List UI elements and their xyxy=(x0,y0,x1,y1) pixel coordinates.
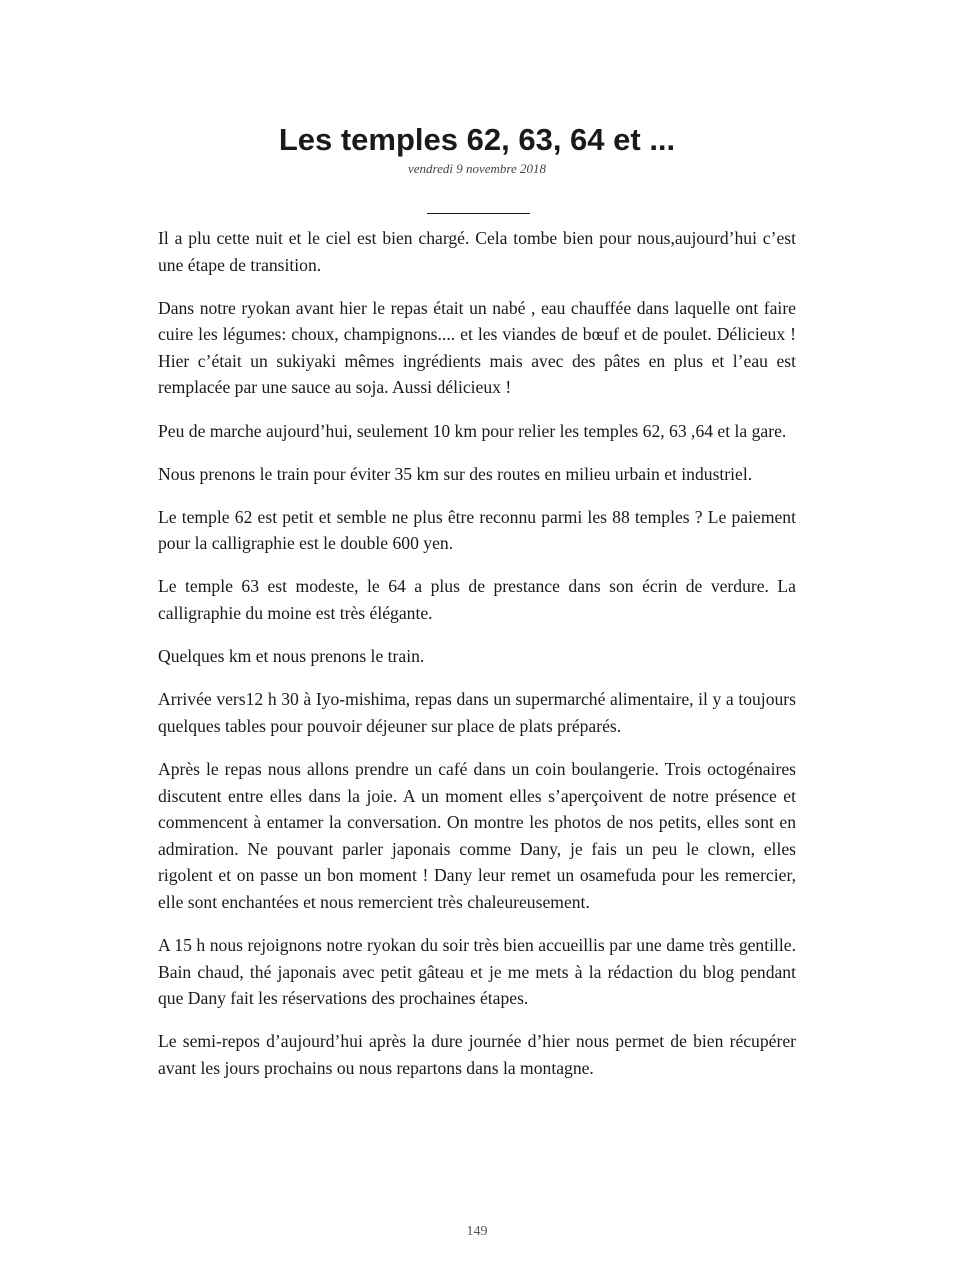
paragraph: Arrivée vers12 h 30 à Iyo-mishima, repas dans un supermarché alimentaire, il y a toujours quelques tables pour pouvoir déjeuner sur place de plats préparés. xyxy=(158,689,796,736)
post-date: vendredi 9 novembre 2018 xyxy=(407,161,547,176)
paragraph: Le temple 63 est modeste, le 64 a plus de prestance dans son écrin de verdure. La calligraphie du moine est très élégante. xyxy=(158,576,796,624)
article-body xyxy=(158,225,796,1098)
paragraph: Dans notre ryokan avant hier le repas était un nabé , eau chauffée dans laquelle ont faire cuire les légumes: choux, champignons.... et les viandes de bœuf et de poulet. Délicieux ! Hier c’était un sukiyaki mêmes ingrédients mais avec des pâtes en plus et l’eau est remplacée par une sauce au soja. Aussi délicieux ! xyxy=(158,297,796,398)
page-title: Les temples 62, 63, 64 et ... xyxy=(278,122,676,157)
paragraph: Nous prenons le train pour éviter 35 km sur des routes en milieu urbain et industriel. xyxy=(158,463,753,484)
title-divider xyxy=(427,213,530,214)
paragraph: A 15 h nous rejoignons notre ryokan du soir très bien accueillis par une dame très gentille. Bain chaud, thé japonais avec petit gâteau et je me mets à la rédaction du blog pendant que Dany fait les réservations des prochaines étapes. xyxy=(158,934,796,1009)
paragraph: Le semi-repos d’aujourd’hui après la dure journée d’hier nous permet de bien récupérer avant les jours prochains ou nous repartons dans la montagne. xyxy=(158,1031,796,1078)
page-number: 149 xyxy=(466,1224,488,1239)
paragraph: Le temple 62 est petit et semble ne plus être reconnu parmi les 88 temples ? Le paiement pour la calligraphie est le double 600 yen. xyxy=(158,506,796,554)
paragraph: Il a plu cette nuit et le ciel est bien chargé. Cela tombe bien pour nous,aujourd’hui c’est une étape de transition. xyxy=(158,228,796,275)
paragraph: Peu de marche aujourd’hui, seulement 10 km pour relier les temples 62, 63 ,64 et la gare. xyxy=(158,420,787,441)
paragraph: Après le repas nous allons prendre un café dans un coin boulangerie. Trois octogénaires discutent entre elles dans la joie. A un moment elles s’aperçoivent de notre présence et commencent à entamer la conversation. On montre les photos de nos petits, elles sont en admiration. Ne pouvant parler japonais comme Dany, je fais un peu le clown, elles rigolent et on passe un bon moment ! Dany leur remet un osamefuda pour les remercier, elle sont enchantées et nous remercient très chaleureusement. xyxy=(158,758,796,912)
paragraph: Quelques km et nous prenons le train. xyxy=(158,646,425,667)
